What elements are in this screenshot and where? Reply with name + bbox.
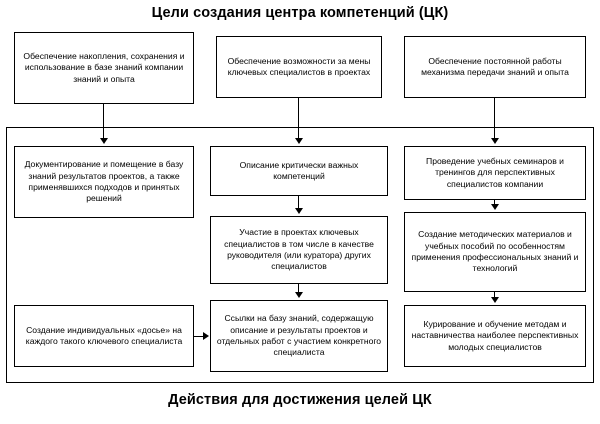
action-center-box-3-label: Ссылки на базу знаний, содержащую описание и результаты проектов и отдельных работ с участием конкретного специалиста bbox=[216, 313, 382, 358]
goal-box-2 bbox=[216, 36, 382, 98]
goal-box-1 bbox=[14, 32, 194, 104]
connector-left2-to-center3-arrow bbox=[203, 332, 209, 340]
action-right-box-3 bbox=[404, 305, 586, 367]
action-center-box-2 bbox=[210, 216, 388, 284]
connector-center-1-2-arrow bbox=[295, 208, 303, 214]
goal-box-1-label: Обеспечение накопления, сохранения и использование в базе знаний компании знаний и опыта bbox=[23, 50, 185, 84]
diagram-bottom-title: Действия для достижения целей ЦК bbox=[168, 392, 432, 408]
diagram-top-title: Цели создания центра компетенций (ЦК) bbox=[151, 5, 449, 21]
connector-center-2-3-arrow bbox=[295, 292, 303, 298]
goal-box-2-label: Обеспечение возможности за мены ключевых специалистов в проектах bbox=[227, 55, 371, 77]
connector-right-2-3-arrow bbox=[491, 297, 499, 303]
action-center-box-1-label: Описание критически важных компетенций bbox=[239, 159, 359, 181]
goal-box-3 bbox=[404, 36, 586, 98]
action-center-box-2-label: Участие в проектах ключевых специалистов в том числе в качестве руководителя (или куратора) других специалистов bbox=[224, 227, 374, 272]
action-right-box-1 bbox=[404, 146, 586, 200]
action-left-box-2-label: Создание индивидуальных «досье» на каждого такого ключевого специалиста bbox=[25, 324, 183, 346]
action-center-box-3 bbox=[210, 300, 388, 372]
action-center-box-1 bbox=[210, 146, 388, 196]
action-right-box-2 bbox=[404, 212, 586, 292]
action-left-box-2 bbox=[14, 305, 194, 367]
goal-box-3-label: Обеспечение постоянной работы механизма передачи знаний и опыта bbox=[421, 55, 569, 77]
action-left-box-1 bbox=[14, 146, 194, 218]
connector-right-1-2-arrow bbox=[491, 204, 499, 210]
action-right-box-1-label: Проведение учебных семинаров и тренингов для перспективных специалистов компании bbox=[426, 155, 564, 189]
action-right-box-2-label: Создание методических материалов и учебных пособий по особенностям применения профессиональных знаний и технологий bbox=[411, 229, 579, 274]
action-right-box-3-label: Курирование и обучение методам и наставничества наиболее перспективных молодых специалистов bbox=[411, 318, 579, 352]
action-left-box-1-label: Документирование и помещение в базу знаний результатов проектов, а также применявшихся подходов и принятых решений bbox=[24, 159, 184, 204]
